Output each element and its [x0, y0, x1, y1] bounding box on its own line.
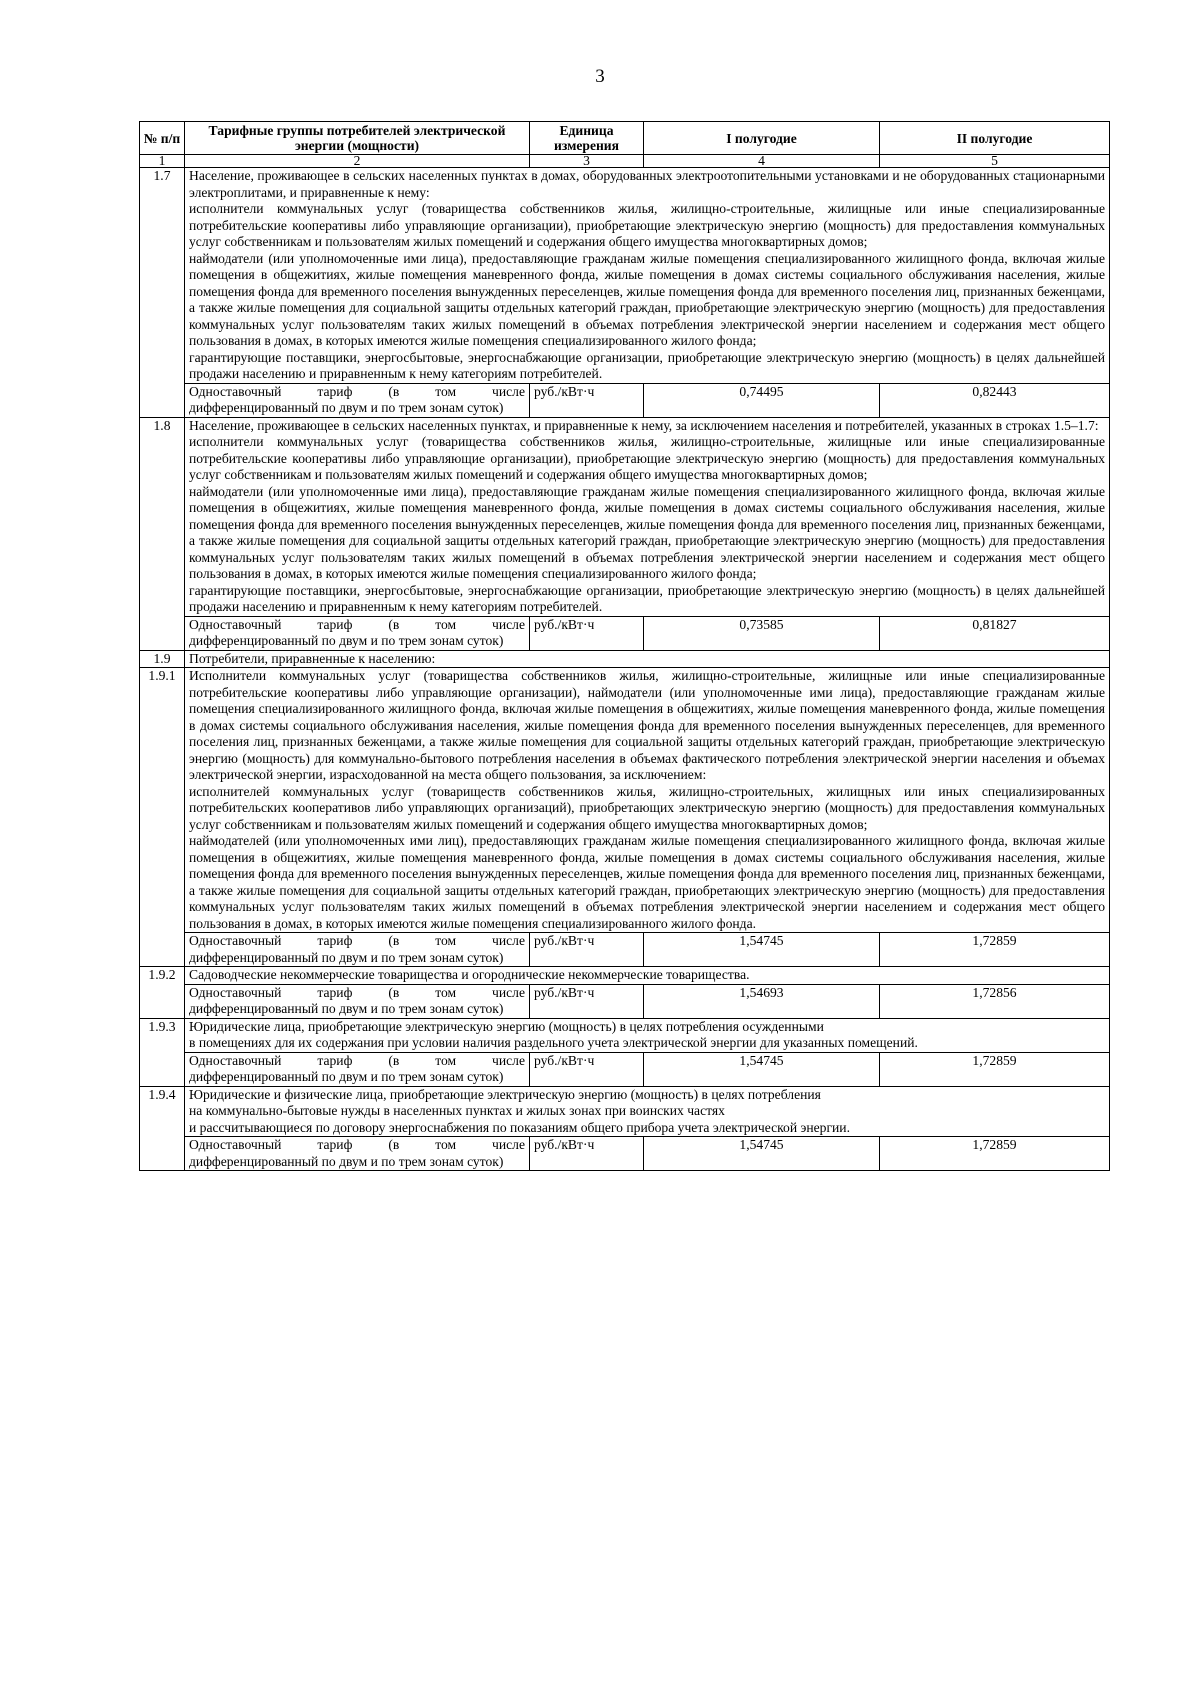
tariff-value-half-2: 1,72859	[880, 1052, 1110, 1086]
tariff-name: Одноставочный тариф (в том числе дифференцированный по двум и по трем зонам суток)	[185, 383, 530, 417]
row-description	[185, 168, 1110, 384]
table-row	[140, 417, 1110, 616]
tariff-value-half-1: 0,73585	[644, 616, 880, 650]
row-description	[185, 668, 1110, 933]
table-row	[140, 668, 1110, 933]
row-number: 1.9	[140, 650, 185, 668]
table-row	[140, 1018, 1110, 1052]
tariff-name: Одноставочный тариф (в том числе дифференцированный по двум и по трем зонам суток)	[185, 933, 530, 967]
tariff-unit: руб./кВт·ч	[530, 1052, 644, 1086]
tariff-value-half-1: 1,54745	[644, 1137, 880, 1171]
tariff-value-half-1: 1,54745	[644, 933, 880, 967]
row-number: 1.9.2	[140, 967, 185, 1019]
paragraph: исполнители коммунальных услуг (товарищества собственников жилья, жилищно-строительные, жилищные или иные специализированные потребительские кооперативы либо управляющие организации), приобретающие электрическую энергию (мощность) для предоставления коммунальных услуг собственникам и пользователям жилых помещений и содержания общего имущества многоквартирных домов;	[189, 201, 1105, 249]
table-row	[140, 650, 1110, 668]
column-number: 4	[644, 155, 880, 168]
tariff-value-half-2: 1,72856	[880, 984, 1110, 1018]
paragraph: гарантирующие поставщики, энергосбытовые, энергоснабжающие организации, приобретающие электрическую энергию (мощность) в целях дальнейшей продажи населению и приравненным к нему категориям потребителей.	[189, 349, 1105, 381]
page-number: 3	[595, 66, 605, 87]
tariff-row	[140, 933, 1110, 967]
paragraph: Юридические и физические лица, приобретающие электрическую энергию (мощность) в целях потребления	[189, 1086, 821, 1102]
tariff-name: Одноставочный тариф (в том числе дифференцированный по двум и по трем зонам суток)	[185, 616, 530, 650]
paragraph: наймодателей (или уполномоченных ими лиц), предоставляющих гражданам жилые помещения специализированного жилищного фонда, включая жилые помещения в общежитиях, жилые помещения маневренного фонда, жилые помещения в домах системы социального обслуживания населения, жилые помещения фонда для временного поселения вынужденных переселенцев, жилые помещения фонда для временного поселения лиц, признанных беженцами, а также жилые помещения для социальной защиты отдельных категорий граждан, приобретающих электрическую энергию (мощность) для предоставления коммунальных услуг пользователям таких жилых помещений в объемах потребления электрической энергии населением и содержания мест общего пользования в домах, в которых имеются жилые помещения специализированного жилого фонда.	[189, 833, 1105, 931]
tariff-name: Одноставочный тариф (в том числе дифференцированный по двум и по трем зонам суток)	[185, 984, 530, 1018]
column-number: 1	[140, 155, 185, 168]
row-description: Потребители, приравненные к населению:	[185, 650, 1110, 668]
row-description	[185, 1018, 1110, 1052]
row-number: 1.9.3	[140, 1018, 185, 1086]
tariff-unit: руб./кВт·ч	[530, 383, 644, 417]
table-row	[140, 168, 1110, 384]
paragraph: Население, проживающее в сельских населенных пунктах, и приравненные к нему, за исключением населения и потребителей, указанных в строках 1.5–1.7:	[189, 417, 1099, 433]
tariff-row	[140, 383, 1110, 417]
paragraph: наймодатели (или уполномоченные ими лица), предоставляющие гражданам жилые помещения специализированного жилищного фонда, включая жилые помещения в общежитиях, жилые помещения маневренного фонда, жилые помещения в домах системы социального обслуживания населения, жилые помещения фонда для временного поселения вынужденных переселенцев, жилые помещения фонда для временного поселения лиц, признанных беженцами, а также жилые помещения для социальной защиты отдельных категорий граждан, приобретающие электрическую энергию (мощность) для предоставления коммунальных услуг пользователям таких жилых помещений в объемах потребления электрической энергии населением и содержания мест общего пользования в домах, в которых имеются жилые помещения специализированного жилого фонда;	[189, 250, 1105, 348]
tariff-unit: руб./кВт·ч	[530, 1137, 644, 1171]
tariff-row	[140, 616, 1110, 650]
table-row	[140, 967, 1110, 985]
header-unit: Единица измерения	[530, 122, 644, 155]
column-number: 5	[880, 155, 1110, 168]
paragraph: гарантирующие поставщики, энергосбытовые, энергоснабжающие организации, приобретающие электрическую энергию (мощность) в целях дальнейшей продажи населению и приравненным к нему категориям потребителей.	[189, 582, 1105, 614]
tariff-value-half-2: 0,82443	[880, 383, 1110, 417]
header-half-2: II полугодие	[880, 122, 1110, 155]
paragraph: исполнители коммунальных услуг (товарищества собственников жилья, жилищно-строительные, жилищные или иные специализированные потребительские кооперативы либо управляющие организации), приобретающие электрическую энергию (мощность) для предоставления коммунальных услуг собственникам и пользователям жилых помещений и содержания общего имущества многоквартирных домов;	[189, 434, 1105, 482]
tariff-row	[140, 1137, 1110, 1171]
tariff-unit: руб./кВт·ч	[530, 984, 644, 1018]
row-description	[185, 417, 1110, 616]
paragraph: Исполнители коммунальных услуг (товарищества собственников жилья, жилищно-строительные, жилищные или иные специализированные потребительские кооперативы либо управляющие организации), наймодатели (или уполномоченные ими лица), предоставляющие гражданам жилые помещения специализированного жилищного фонда, включая жилые помещения в общежитиях, жилые помещения маневренного фонда, жилые помещения в домах системы социального обслуживания населения, жилые помещения фонда для временного поселения вынужденных переселенцев, для временного поселения лиц, признанных беженцами, а также жилые помещения для социальной защиты отдельных категорий граждан, приобретающие электрическую энергию (мощность) для коммунально-бытового потребления населения в объемах фактического потребления электрической энергии населения и объемах электрической энергии, израсходованной на места общего пользования, за исключением:	[189, 668, 1105, 782]
tariff-name: Одноставочный тариф (в том числе дифференцированный по двум и по трем зонам суток)	[185, 1137, 530, 1171]
paragraph: исполнителей коммунальных услуг (товариществ собственников жилья, жилищно-строительных, жилищных или иных специализированных потребительских кооперативов либо управляющих организаций), приобретающих электрическую энергию (мощность) для предоставления коммунальных услуг собственникам и пользователям жилых помещений и содержания общего имущества многоквартирных домов;	[189, 783, 1105, 832]
row-description	[185, 967, 1110, 985]
row-number: 1.9.4	[140, 1086, 185, 1171]
tariff-value-half-2: 1,72859	[880, 933, 1110, 967]
paragraph: наймодатели (или уполномоченные ими лица), предоставляющие гражданам жилые помещения специализированного жилищного фонда, включая жилые помещения в общежитиях, жилые помещения маневренного фонда, жилые помещения в домах системы социального обслуживания населения, жилые помещения фонда для временного поселения вынужденных переселенцев, жилые помещения фонда для временного поселения лиц, признанных беженцами, а также жилые помещения для социальной защиты отдельных категорий граждан, приобретающие электрическую энергию (мощность) для предоставления коммунальных услуг пользователям таких жилых помещений в объемах потребления электрической энергии населением и содержания мест общего пользования в домах, в которых имеются жилые помещения специализированного жилого фонда;	[189, 483, 1105, 581]
paragraph: Юридические лица, приобретающие электрическую энергию (мощность) в целях потребления осужденными	[189, 1018, 824, 1034]
header-half-1: I полугодие	[644, 122, 880, 155]
column-number: 2	[185, 155, 530, 168]
paragraph: и рассчитывающиеся по договору энергоснабжения по показаниям общего прибора учета электрической энергии.	[189, 1119, 850, 1135]
tariff-unit: руб./кВт·ч	[530, 933, 644, 967]
tariff-value-half-1: 1,54745	[644, 1052, 880, 1086]
tariff-value-half-1: 0,74495	[644, 383, 880, 417]
tariff-table	[139, 121, 1110, 1171]
header-num: № п/п	[140, 122, 185, 155]
row-number: 1.7	[140, 168, 185, 418]
column-number: 3	[530, 155, 644, 168]
paragraph: Население, проживающее в сельских населенных пунктах в домах, оборудованных электроотопительными установками и не оборудованных стационарными электроплитами, и приравненные к нему:	[189, 168, 1105, 200]
tariff-value-half-2: 1,72859	[880, 1137, 1110, 1171]
row-description	[185, 1086, 1110, 1137]
header-group: Тарифные группы потребителей электрической энергии (мощности)	[185, 122, 530, 155]
tariff-unit: руб./кВт·ч	[530, 616, 644, 650]
tariff-row	[140, 984, 1110, 1018]
column-number-row	[140, 155, 1110, 168]
table-header-row	[140, 122, 1110, 155]
paragraph: на коммунально-бытовые нужды в населенных пунктах и жилых зонах при воинских частях	[189, 1103, 725, 1118]
table-row	[140, 1086, 1110, 1137]
tariff-value-half-2: 0,81827	[880, 616, 1110, 650]
paragraph: Садоводческие некоммерческие товарищества и огороднические некоммерческие товарищества.	[189, 967, 750, 982]
paragraph: в помещениях для их содержания при условии наличия раздельного учета электрической энергии для указанных помещений.	[189, 1035, 918, 1050]
tariff-value-half-1: 1,54693	[644, 984, 880, 1018]
row-number: 1.9.1	[140, 668, 185, 967]
tariff-row	[140, 1052, 1110, 1086]
tariff-name: Одноставочный тариф (в том числе дифференцированный по двум и по трем зонам суток)	[185, 1052, 530, 1086]
row-number: 1.8	[140, 417, 185, 650]
